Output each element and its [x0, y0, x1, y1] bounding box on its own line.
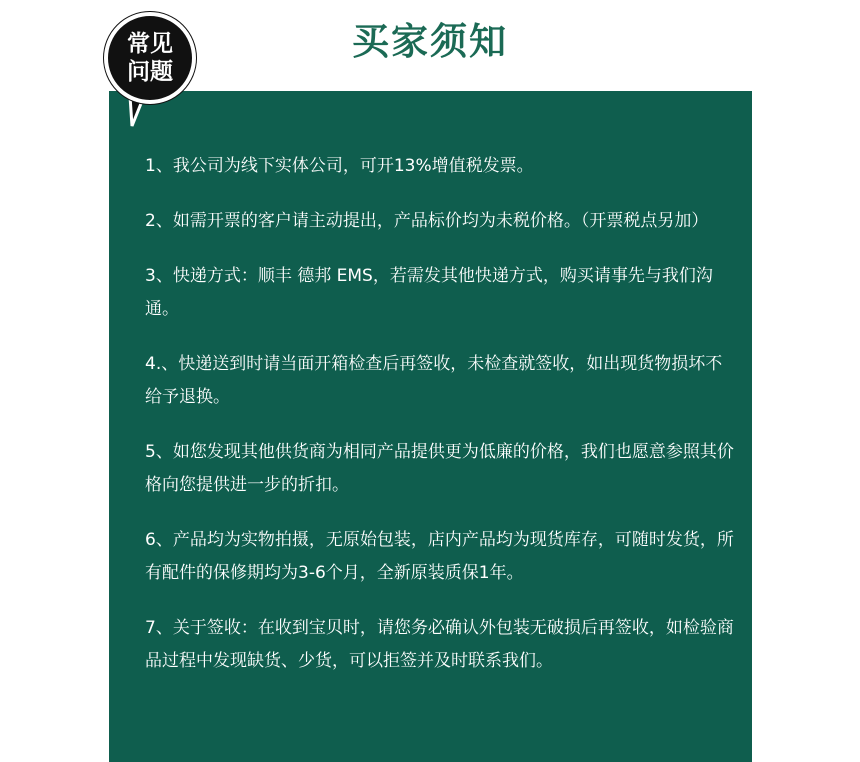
badge-line-2: 问题	[127, 59, 173, 85]
notice-item-4: 4.、快递送到时请当面开箱检查后再签收，未检查就签收，如出现货物损坏不给予退换。	[145, 354, 723, 407]
notice-list	[145, 150, 735, 700]
notice-item-2: 2、如需开票的客户请主动提出，产品标价均为未税价格。（开票税点另加）	[145, 211, 709, 231]
notice-item-3: 3、快递方式：顺丰 德邦 EMS，若需发其他快递方式，购买请事先与我们沟通。	[145, 266, 713, 319]
faq-speech-bubble-icon	[104, 12, 196, 104]
notice-item-7: 7、关于签收：在收到宝贝时，请您务必确认外包装无破损后再签收，如检验商品过程中发现缺货、少货，可以拒签并及时联系我们。	[145, 618, 734, 671]
notice-item-1: 1、我公司为线下实体公司，可开13%增值税发票。	[145, 156, 534, 176]
notice-item-6: 6、产品均为实物拍摄，无原始包装，店内产品均为现货库存，可随时发货，所有配件的保修期均为3-6个月，全新原装质保1年。	[145, 530, 734, 583]
page-title: 买家须知	[352, 20, 508, 63]
badge-line-1: 常见	[127, 31, 173, 57]
notice-item-5: 5、如您发现其他供货商为相同产品提供更为低廉的价格，我们也愿意参照其价格向您提供进一步的折扣。	[145, 442, 734, 495]
